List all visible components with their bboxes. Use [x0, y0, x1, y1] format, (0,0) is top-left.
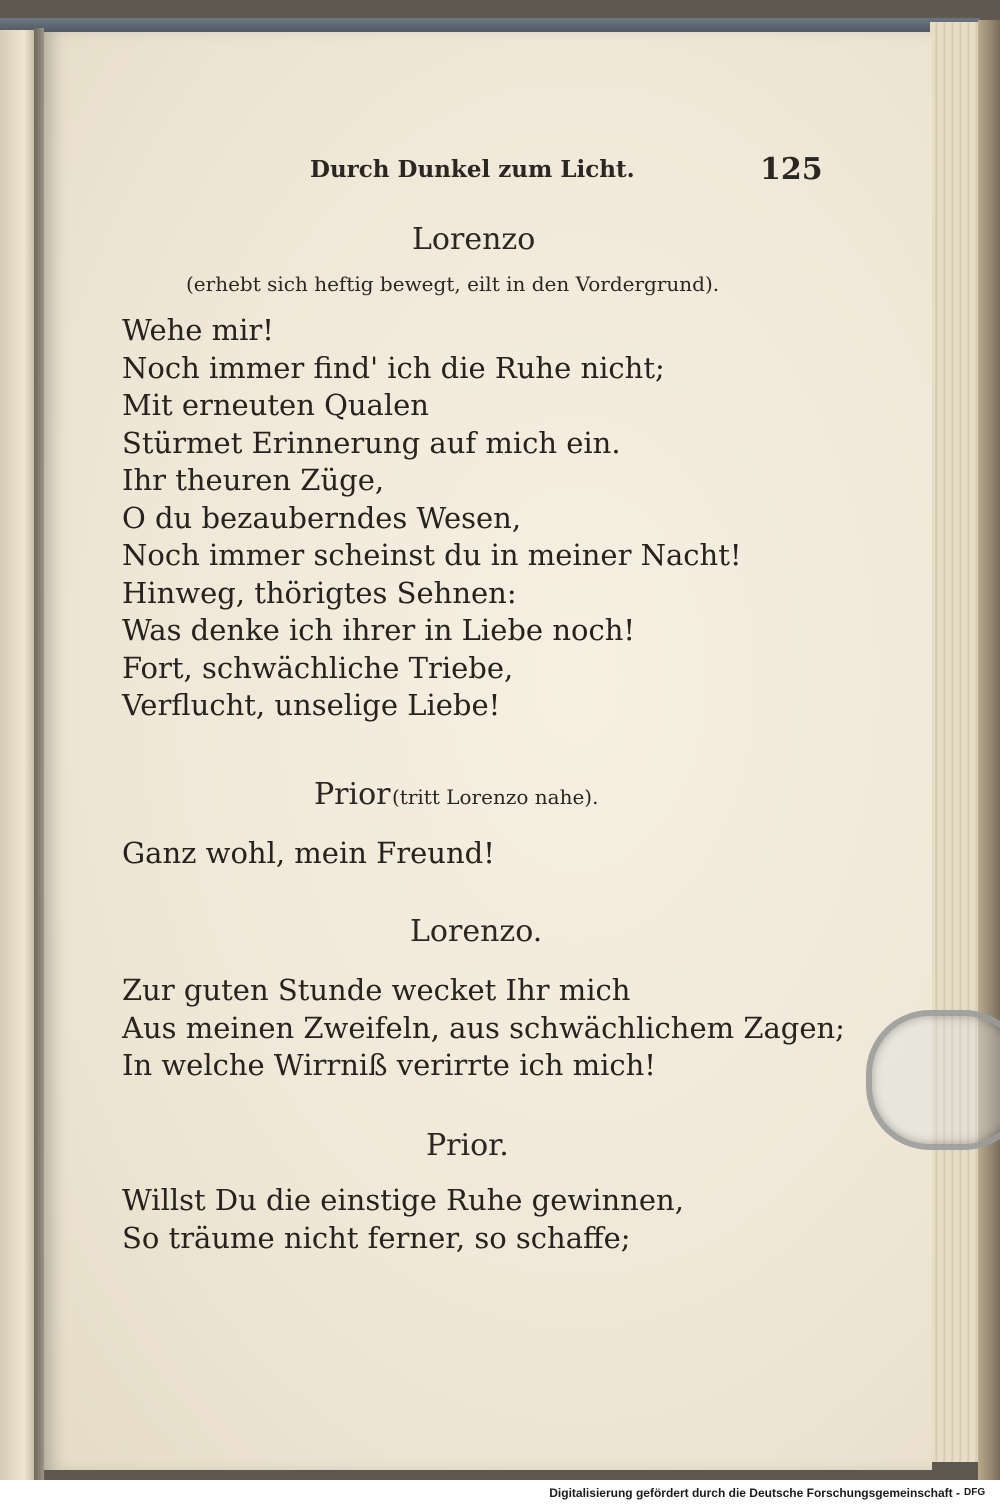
- verse-line: So träume nicht ferner, so schaffe;: [122, 1220, 631, 1255]
- cover-edge: [978, 20, 1000, 1480]
- verse-line: Zur guten Stunde wecket Ihr mich: [122, 973, 631, 1007]
- speaker-lorenzo: Lorenzo.: [410, 914, 543, 949]
- verse-line: Was denke ich ihrer in Liebe noch!: [122, 613, 636, 647]
- verse-line: Noch immer find' ich die Ruhe nicht;: [122, 350, 665, 385]
- running-title: Durch Dunkel zum Licht.: [310, 156, 635, 183]
- left-page-edge: [0, 30, 34, 1480]
- verse-line: Ganz wohl, mein Freund!: [122, 836, 495, 870]
- verse-line: Stürmet Erinnerung auf mich ein.: [122, 425, 621, 460]
- page-number: 125: [760, 152, 823, 187]
- stage-direction: (tritt Lorenzo nahe).: [392, 785, 599, 809]
- book-gutter: [34, 28, 44, 1480]
- verse-line: O du bezauberndes Wesen,: [122, 500, 522, 535]
- verse-block: [122, 312, 742, 725]
- speaker-lorenzo: Lorenzo: [412, 222, 536, 257]
- verse-line: Wehe mir!: [122, 313, 274, 347]
- stage-direction: (erhebt sich heftig bewegt, eilt in den Vordergrund).: [186, 272, 720, 296]
- speaker-prior: Prior.: [426, 1128, 509, 1163]
- verse-block: [122, 1182, 684, 1257]
- verse-line: Mit erneuten Qualen: [122, 388, 429, 422]
- verse-line: Hinweg, thörigtes Sehnen:: [122, 575, 517, 610]
- verse-line: Willst Du die einstige Ruhe gewinnen,: [122, 1183, 684, 1217]
- funding-credit: Digitalisierung gefördert durch die Deutsche Forschungsgemeinschaft -: [549, 1486, 960, 1500]
- verse-line: Fort, schwächliche Triebe,: [122, 650, 514, 685]
- verse-line: In welche Wirrniß verirrte ich mich!: [122, 1048, 656, 1082]
- verse-line: Ihr theuren Züge,: [122, 463, 385, 497]
- verse-block: [122, 835, 495, 873]
- verse-block: [122, 972, 845, 1085]
- speaker-prior: Prior: [314, 777, 391, 812]
- paper-clip: [866, 1010, 1000, 1150]
- footer-bar: [0, 1480, 1000, 1505]
- page-stack-edge: [930, 22, 980, 1462]
- verse-line: Verflucht, unselige Liebe!: [122, 688, 501, 722]
- verse-line: Noch immer scheinst du in meiner Nacht!: [122, 538, 742, 572]
- dfg-logo: DFG: [964, 1487, 986, 1498]
- verse-line: Aus meinen Zweifeln, aus schwächlichem Zagen;: [122, 1010, 845, 1045]
